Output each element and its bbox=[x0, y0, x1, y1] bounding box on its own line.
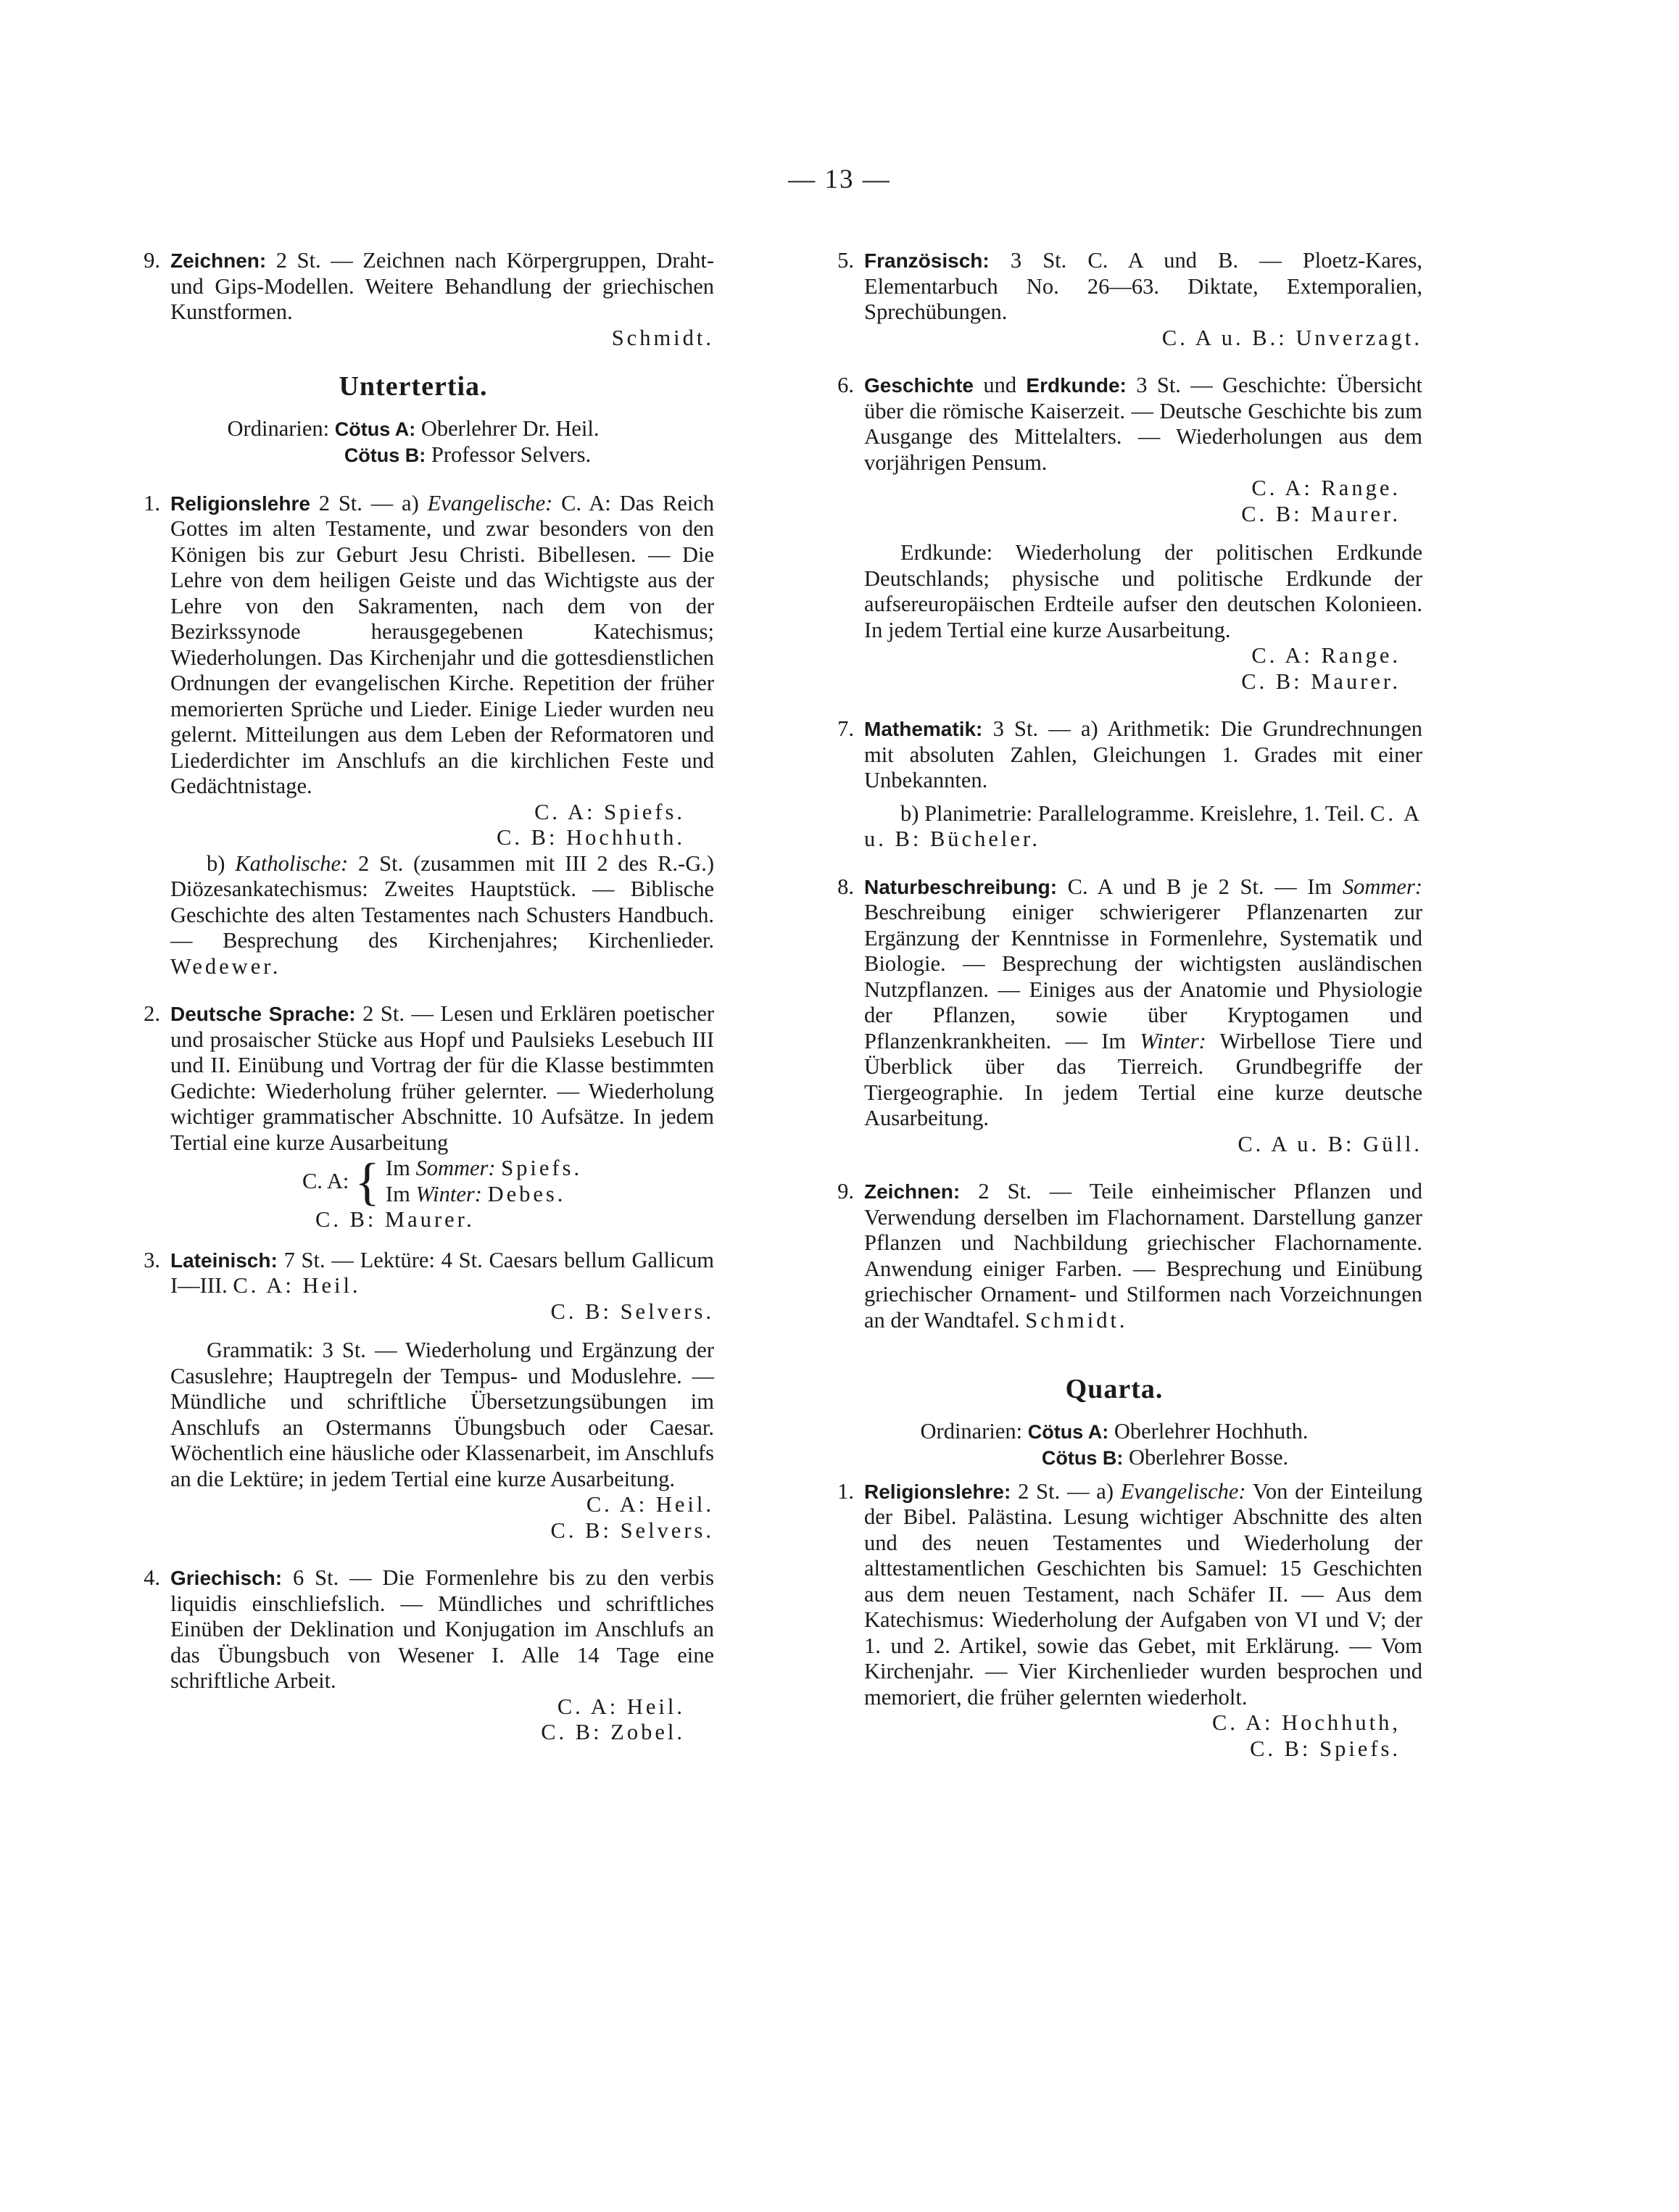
page-number: — 13 — bbox=[788, 165, 891, 194]
entry-deutsch-untertertia bbox=[112, 1001, 714, 1233]
season-label: Winter: bbox=[1140, 1028, 1206, 1053]
season-prefix: Im bbox=[385, 1181, 410, 1206]
entry-zeichnen-obertertia bbox=[112, 248, 714, 351]
teacher-name: C. B: Maurer. bbox=[1241, 501, 1401, 526]
entry-text-prefix: 2 St. — a) bbox=[1018, 1478, 1114, 1504]
ordinarien-quarta bbox=[806, 1419, 1422, 1472]
entry-heading: Religionslehre: bbox=[864, 1480, 1011, 1503]
entry-heading: Lateinisch: bbox=[170, 1248, 278, 1272]
entry-heading: Zeichnen: bbox=[864, 1180, 961, 1203]
entry-text: 2 St. — Teile einheimischer Pflanzen und Verwendung derselben im Flachornament. Darstellung ganzer Pflanzen und Nachbildung griechischer Flachornamente. Anwendung einiger Farben. — Besprechung und Einübung griechischer Ornament- und Stilformen nach Vorzeichnungen an der Wandtafel. bbox=[864, 1179, 1423, 1333]
coetus-a-name: Oberlehrer Hochhuth. bbox=[1114, 1418, 1309, 1443]
entry-text: 2 St. — Lesen und Erklären poetischer und prosaischer Stücke aus Hopf und Paulsieks Lesebuch III und II. Einübung und Vortrag der für die Klasse bestimmten Gedichte: Wiederholung früher gelernter. — Wiederholung wichtiger grammatischer Abschnitte. 10 Aufsätze. In jedem Tertial eine kurze Ausarbeitung bbox=[170, 1001, 715, 1155]
coetus-b-name: Oberlehrer Bosse. bbox=[1128, 1445, 1289, 1470]
entry-religion-untertertia bbox=[112, 491, 714, 980]
entry-text: Beschreibung einiger schwierigerer Pflanzenarten zur Ergänzung der Kenntnisse in Formenlehre, Systematik und Biologie. — Besprechung der wichtigsten ausländischen Nutzpflanzen. — Einiges aus der Anatomie und Physiologie der Pflanzen, sowie über Kryptogamen und Pflanzenkrankheiten. — Im bbox=[864, 900, 1422, 1053]
season-label: Winter: bbox=[415, 1181, 482, 1206]
teacher-name: C. A: Hochhuth, bbox=[1212, 1710, 1401, 1735]
entry-subtitle: Evangelische: bbox=[1120, 1478, 1246, 1504]
teacher-block bbox=[170, 1152, 714, 1211]
entry-number: 1. bbox=[144, 490, 160, 515]
entry-text: Wirbellose Tiere und Überblick über das Tierreich. Grundbegriffe der Tiergeographie. In jedem Tertial eine kurze deutsche Ausarbeitung. bbox=[864, 1028, 1422, 1130]
coetus-a-name: Oberlehrer Dr. Heil. bbox=[420, 415, 600, 441]
teacher-name: Schmidt. bbox=[1025, 1307, 1128, 1333]
teacher-name: C. A u. B: Bücheler. bbox=[864, 800, 1422, 851]
season-label: Sommer: bbox=[415, 1156, 496, 1180]
section-title-quarta: Quarta. bbox=[1065, 1374, 1164, 1404]
right-column bbox=[806, 248, 1422, 1762]
entry-text: 3 St. — a) Arithmetik: Die Grundrechnungen mit absoluten Zahlen, Gleichungen 1. Grades mit einer Unbekannten. bbox=[864, 716, 1422, 792]
teacher-name: C. A u. B: Güll. bbox=[1238, 1131, 1422, 1156]
entry-heading: Geschichte bbox=[864, 374, 974, 397]
brace-glyph: { bbox=[355, 1152, 380, 1211]
entry-heading: Deutsche Sprache: bbox=[170, 1003, 356, 1025]
entry-number: 9. bbox=[837, 1179, 854, 1204]
teacher-name: C. A: Range. bbox=[1251, 476, 1401, 500]
entry-heading-connector: und bbox=[983, 373, 1017, 397]
coetus-a-label: Cötus A: bbox=[334, 418, 416, 440]
entry-number: 4. bbox=[144, 1565, 160, 1590]
entry-heading: Naturbeschreibung: bbox=[864, 875, 1058, 898]
teacher-name: Schmidt. bbox=[611, 325, 714, 350]
entry-number: 7. bbox=[837, 716, 854, 741]
entry-text: 3 St. — Geschichte: Übersicht über die römische Kaiserzeit. — Deutsche Geschichte bis zum Ausgange des Mittelalters. — Wiederholungen aus dem vorjährigen Pensum. bbox=[864, 373, 1423, 475]
entry-number: 6. bbox=[837, 373, 854, 397]
teacher-name: C. B: Hochhuth. bbox=[497, 825, 685, 850]
entry-heading: Griechisch: bbox=[170, 1567, 283, 1589]
teacher-name: Spiefs. bbox=[501, 1156, 583, 1180]
teacher-name: C. A: Heil. bbox=[586, 1492, 714, 1517]
entry-mathematik-untertertia bbox=[806, 716, 1422, 853]
coetus-a-label: Cötus A: bbox=[1027, 1420, 1109, 1443]
entry-heading: Mathematik: bbox=[864, 718, 983, 740]
entry-number: 8. bbox=[837, 874, 854, 899]
entry-text-prefix: 2 St. — a) bbox=[318, 490, 419, 515]
entry-text: 2 St. — Zeichnen nach Körpergruppen, Draht- und Gips-Modellen. Weitere Behandlung der griechischen Kunstformen. bbox=[170, 248, 714, 324]
ordinarien-label: Ordinarien: bbox=[920, 1418, 1023, 1443]
teacher-name: C. B: Maurer. bbox=[1241, 668, 1401, 694]
coetus-b-name: Professor Selvers. bbox=[431, 442, 592, 467]
entry-franzoesisch-untertertia bbox=[806, 248, 1422, 351]
entry-text: Erdkunde: Wiederholung der politischen Erdkunde Deutschlands; physische und politische Erdkunde der aufsereuropäischen Erdteile aufser den deutschen Kolonieen. In jedem Tertial eine kurze Ausarbeitung. bbox=[864, 540, 1422, 642]
entry-heading: Erdkunde: bbox=[1026, 374, 1127, 397]
entry-religion-quarta bbox=[806, 1479, 1422, 1762]
entry-text: 6 St. — Die Formenlehre bis zu den verbis liquidis einschliefslich. — Mündliches und schriftliches Einüben der Deklination und Konjugation im Anschlufs an das Übungsbuch von Wesener I. Alle 14 Tage eine schriftliche Arbeit. bbox=[170, 1565, 714, 1693]
entry-number: 5. bbox=[837, 248, 854, 273]
teacher-name: C. B: Selvers. bbox=[550, 1517, 714, 1543]
entry-text: Von der Einteilung der Bibel. Palästina. Lesung wichtiger Abschnitte des alten und des neuen Testamentes und Wiederholung der alttestamentlichen Geschichten bis Samuel: 15 Geschichten aus dem neuen Testament, nach Schäfer II. — Aus dem Katechismus: Wiederholung der Aufgaben von VI und V; der 1. und 2. Artikel, sowie das Gebet, mit Erklärung. — Vom Kirchenjahr. — Vier Kirchenlieder wurden besprochen und memoriert, die früher gelernten wiederholt. bbox=[864, 1478, 1423, 1710]
entry-number: 9. bbox=[144, 248, 160, 273]
season-prefix: Im bbox=[385, 1156, 410, 1180]
entry-number: 2. bbox=[144, 1001, 160, 1026]
entry-latein-untertertia bbox=[112, 1248, 714, 1544]
entry-number: 3. bbox=[144, 1247, 160, 1272]
entry-heading: Zeichnen: bbox=[170, 249, 267, 272]
teacher-name: C. A: Spiefs. bbox=[534, 799, 685, 824]
ordinarien-label: Ordinarien: bbox=[227, 415, 330, 441]
entry-zeichnen-untertertia bbox=[806, 1179, 1422, 1333]
entry-text: b) Planimetrie: Parallelogramme. Kreislehre, 1. Teil. bbox=[900, 800, 1365, 826]
teacher-name: C. B: Maurer. bbox=[315, 1207, 475, 1232]
entry-subtitle: Evangelische: bbox=[427, 490, 553, 515]
teacher-name: C. B: Selvers. bbox=[550, 1298, 714, 1324]
coetus-label: C. A: bbox=[302, 1168, 349, 1193]
ordinarien-untertertia bbox=[112, 416, 714, 469]
entry-text-prefix: b) bbox=[207, 850, 225, 876]
entry-text: 3 St. C. A und B. — Ploetz-Kares, Elementarbuch No. 26—63. Diktate, Extemporalien, Sprechübungen. bbox=[864, 248, 1422, 324]
teacher-name: Debes. bbox=[487, 1181, 566, 1206]
teacher-name: C. A: Heil. bbox=[557, 1694, 685, 1719]
entry-text: C. A und B je 2 St. — Im bbox=[1067, 874, 1332, 899]
entry-number: 1. bbox=[837, 1478, 854, 1504]
entry-subtitle: Katholische: bbox=[235, 850, 349, 876]
teacher-name: Wedewer. bbox=[170, 953, 281, 979]
entry-griechisch-untertertia bbox=[112, 1565, 714, 1746]
coetus-b-label: Cötus B: bbox=[344, 444, 426, 466]
entry-text: 2 St. (zusammen mit III 2 des R.-G.) Diözesankatechismus: Zweites Hauptstück. — Biblische Geschichte des alten Testamentes nach Schusters Handbuch. — Besprechung des Kirchenjahres; Kirchenlieder. bbox=[170, 850, 715, 953]
teacher-name: C. A: Range. bbox=[1251, 643, 1401, 668]
entry-text: C. A: Das Reich Gottes im alten Testamente, und zwar besonders von den Königen bis zur Geburt Jesu Christi. Bibellesen. — Die Lehre von dem heiligen Geiste und das Wichtigste aus der Lehre von den Sakramenten, nach dem von der Bezirkssynode herausgegebenen Katechismus; Wiederholungen. Das Kirchenjahr und die gottesdienstlichen Ordnungen der evangelischen Kirche. Repetition der früher memorierten Sprüche und Lieder. Einige Lieder wurden neu gelernt. Mitteilungen aus dem Leben der Reformatoren und Liederdichter im Anschlufs an die kirchlichen Feste und Gedächtnistage. bbox=[170, 490, 715, 798]
entry-heading: Religionslehre bbox=[170, 492, 310, 515]
teacher-name: C. A u. B.: Unverzagt. bbox=[1161, 325, 1422, 350]
section-title-untertertia: Untertertia. bbox=[339, 371, 488, 402]
entry-text: Grammatik: 3 St. — Wiederholung und Ergänzung der Casuslehre; Hauptregeln der Tempus- und Moduslehre. — Mündliche und schriftliche Übersetzungsübungen im Anschlufs an Ostermanns Übungsbuch oder Caesar. Wöchentlich eine häusliche oder Klassenarbeit, im Anschlufs an die Lektüre; in jedem Tertial eine kurze Ausarbeitung. bbox=[170, 1338, 714, 1491]
left-column bbox=[112, 248, 714, 1746]
entry-geschichte-untertertia bbox=[806, 373, 1422, 695]
teacher-name: C. B: Zobel. bbox=[541, 1720, 685, 1744]
entry-natur-untertertia bbox=[806, 874, 1422, 1158]
teacher-name: C. A: Heil. bbox=[233, 1273, 361, 1298]
entry-text: 7 St. — Lektüre: 4 St. Caesars bellum Gallicum I—III. bbox=[170, 1247, 714, 1298]
entry-heading: Französisch: bbox=[864, 249, 990, 272]
coetus-b-label: Cötus B: bbox=[1041, 1447, 1124, 1469]
teacher-name: C. B: Spiefs. bbox=[1250, 1736, 1401, 1761]
season-label: Sommer: bbox=[1342, 874, 1422, 899]
